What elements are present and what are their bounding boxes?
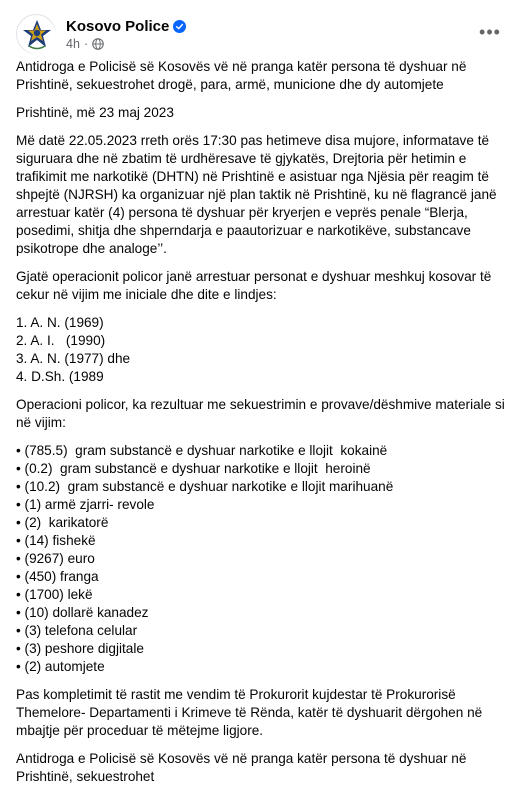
page-name[interactable]: [66, 18, 186, 35]
post-header: [16, 14, 508, 54]
suspects-list: [16, 314, 508, 386]
post-paragraph-seizure: Operacioni policor, ka rezultuar me sekuestrimin e provave/dëshmive materiale si në vijim:: [16, 397, 505, 430]
list-item: 1. A. N. (1969): [16, 315, 104, 330]
list-item: • (10) dollarë kanadez: [16, 605, 149, 620]
list-item: • (3) telefona celular: [16, 623, 138, 638]
more-horizontal-icon: •••: [479, 21, 501, 42]
list-item: • (9267) euro: [16, 551, 95, 566]
list-item: • (0.2) gram substancë e dyshuar narkotike e llojit heroinë: [16, 461, 371, 476]
list-item: • (450) franga: [16, 569, 99, 584]
list-item: 4. D.Sh. (1989: [16, 369, 104, 384]
post-paragraph-details: Më datë 22.05.2023 rreth orës 17:30 pas hetimeve disa mujore, informatave të siguruara dhe në zbatim të urdhëresave të gjykatës, Drejtoria për hetimin e trafikimit me narkotikë (DHTN) në Prishtinë e asistuar nga Njësia për reagim të shpejtë (NJRSH) ka organizuar një plan taktik në Prishtinë, ku në flagrancë janë arrestuar katër (4) persona të dyshuar për kryerjen e veprës penale “Blerja, posedimi, shitja dhe shperndarja e paautorizuar e narkotikëve, substancave psikotrope dhe analoge’’.: [16, 133, 497, 256]
list-item: • (14) fishekë: [16, 533, 96, 548]
post-paragraph-repeat-headline: Antidroga e Policisë së Kosovës vë në pranga katër persona të dyshuar në Prishtinë, sekuestrohet: [16, 751, 467, 784]
list-item: • (785.5) gram substancë e dyshuar narkotike e llojit kokainë: [16, 443, 388, 458]
post-paragraph-procedure: Pas kompletimit të rastit me vendim të Prokurorit kujdestar të Prokurorisë Themelore- Departamenti i Krimeve të Rënda, katër të dyshuarit dërgohen në mbajtje për proceduar të mëtejme ligjore.: [16, 687, 483, 738]
globe-icon: [92, 38, 104, 50]
post-paragraph-arrests: Gjatë operacionit policor janë arrestuar personat e dyshuar meshkuj kosovar të cekur në vijim me iniciale dhe dite e lindjes:: [16, 269, 492, 302]
list-item: • (2) karikatorë: [16, 515, 109, 530]
post-body: [16, 58, 508, 796]
list-item: 2. A. I. (1990): [16, 333, 106, 348]
seized-items-list: [16, 442, 508, 676]
post-headline: Antidroga e Policisë së Kosovës vë në pranga katër persona të dyshuar në Prishtinë, sekuestrohet drogë, para, armë, municione dhe dy automjete: [16, 59, 467, 92]
more-options-button[interactable]: [476, 20, 504, 44]
meta-separator: ·: [83, 37, 89, 51]
kosovo-police-logo-icon: [17, 15, 57, 55]
page-avatar[interactable]: [16, 14, 56, 54]
verified-badge-icon: [173, 20, 186, 33]
list-item: • (1) armë zjarri- revole: [16, 497, 155, 512]
list-item: • (2) automjete: [16, 659, 105, 674]
post-meta: [66, 37, 104, 51]
page-name-text[interactable]: Kosovo Police: [66, 18, 170, 35]
post-timestamp[interactable]: 4h: [66, 37, 80, 51]
list-item: • (1700) lekë: [16, 587, 93, 602]
list-item: 3. A. N. (1977) dhe: [16, 351, 131, 366]
list-item: • (10.2) gram substancë e dyshuar narkotike e llojit marihuanë: [16, 479, 394, 494]
post-location-date: Prishtinë, më 23 maj 2023: [16, 105, 174, 120]
list-item: • (3) peshore digjitale: [16, 641, 144, 656]
